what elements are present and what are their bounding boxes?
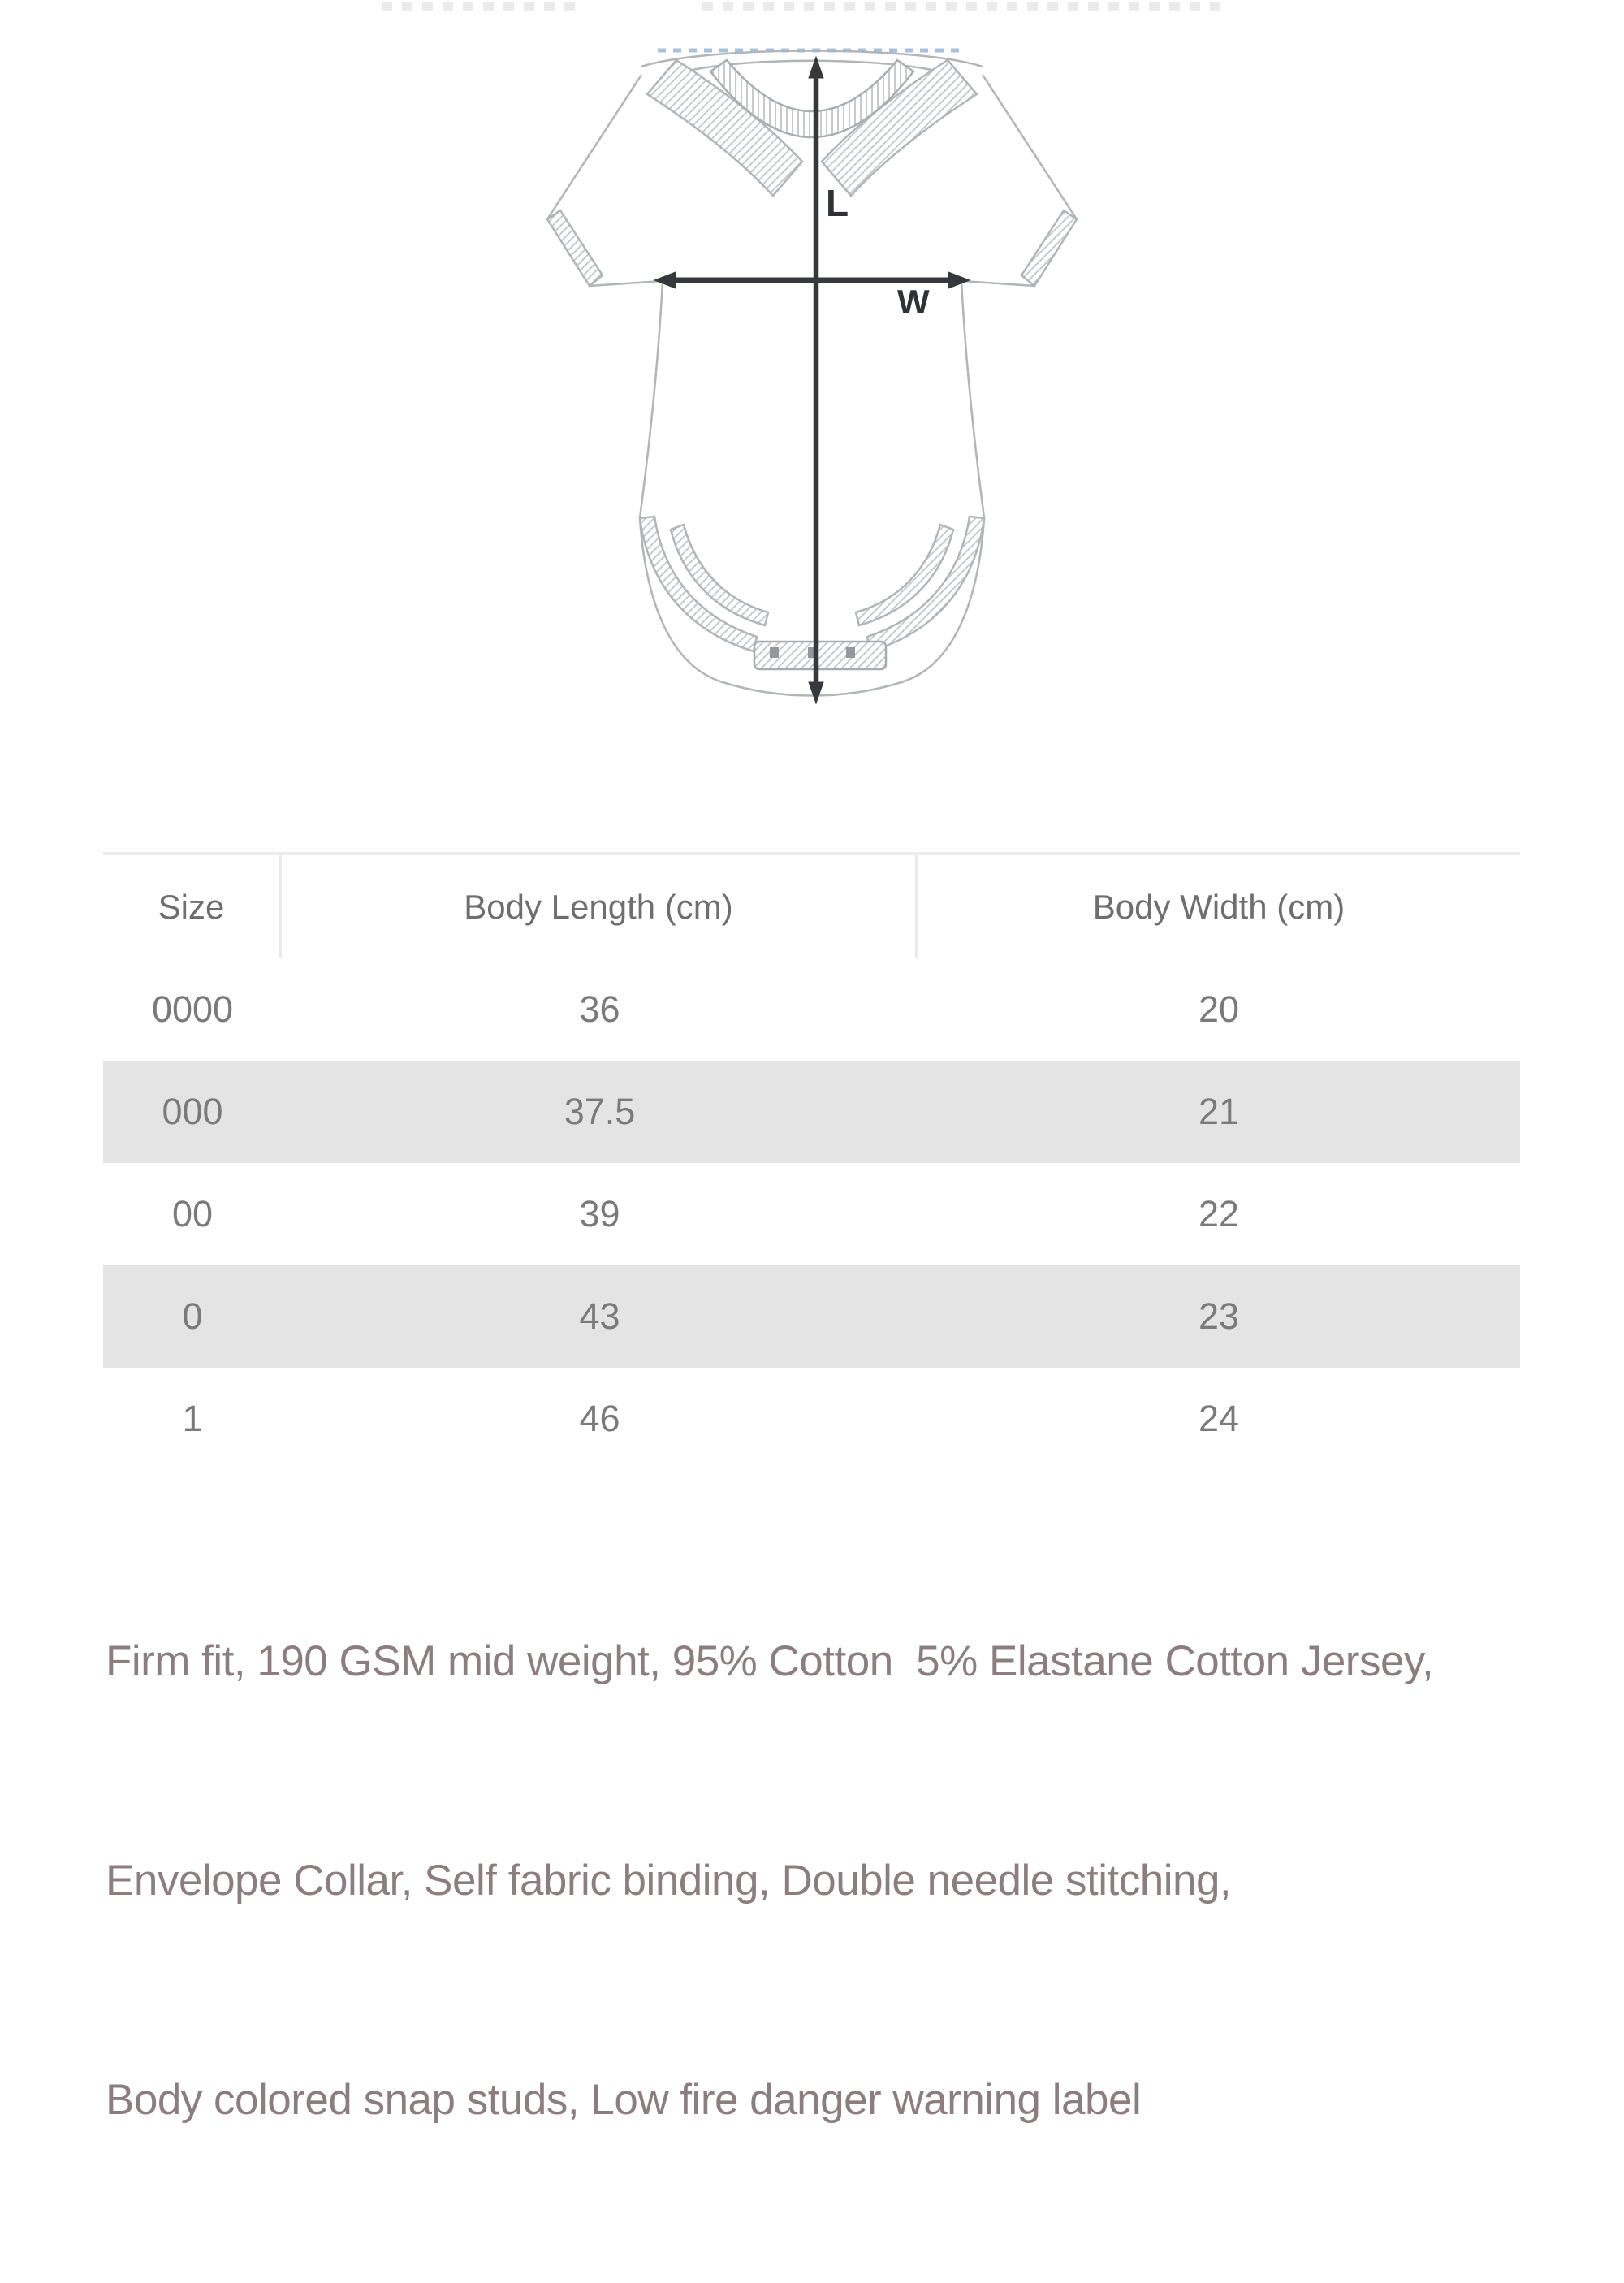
length-arrowhead-bottom [809, 682, 823, 703]
body-width-cell: 21 [1198, 1091, 1240, 1132]
right-body-side [961, 281, 984, 518]
column-header-body-length: Body Length (cm) [282, 855, 918, 958]
width-label: W [897, 283, 930, 321]
table-row [103, 1368, 1520, 1470]
size-cell: 000 [162, 1091, 223, 1132]
cropped-content-artifact [382, 2, 577, 11]
body-width-cell: 23 [1198, 1295, 1240, 1337]
body-length-cell: 39 [579, 1193, 620, 1234]
column-header-size: Size [103, 855, 282, 958]
product-description [106, 1479, 1535, 2283]
width-arrowhead-left [654, 272, 676, 288]
right-sleeve-top-edge [983, 75, 1077, 219]
body-length-cell: 46 [579, 1398, 620, 1439]
table-row [103, 958, 1520, 1061]
description-line: Firm fit, 190 GSM mid weight, 95% Cotton 5% Elastane Cotton Jersey, [106, 1637, 1434, 1685]
table-row [103, 1061, 1520, 1163]
cropped-content-artifact [702, 2, 1226, 11]
back-neck-edge [641, 51, 983, 67]
body-length-cell: 36 [579, 988, 620, 1030]
left-underarm [590, 281, 663, 286]
right-underarm [961, 281, 1034, 286]
left-sleeve-cuff [547, 210, 603, 286]
body-width-cell: 20 [1198, 988, 1240, 1030]
column-header-body-width: Body Width (cm) [1092, 887, 1345, 926]
size-cell: 0000 [151, 988, 234, 1030]
left-body-side [640, 281, 663, 518]
description-line: Body colored snap studs, Low fire danger warning label [106, 2076, 1142, 2124]
left-sleeve-top-edge [547, 75, 641, 219]
body-width-cell: 22 [1198, 1193, 1240, 1234]
right-sleeve-cuff [1021, 210, 1077, 286]
body-length-cell: 43 [579, 1295, 620, 1337]
bodysuit-diagram-svg [512, 32, 1129, 731]
table-header-row [103, 855, 1520, 958]
body-length-cell: 37.5 [564, 1091, 636, 1132]
size-chart-table [103, 852, 1520, 1470]
table-row [103, 1265, 1520, 1368]
description-line: Envelope Collar, Self fabric binding, Double needle stitching, [106, 1857, 1232, 1905]
size-cell: 0 [182, 1295, 203, 1337]
table-row [103, 1163, 1520, 1265]
snap-stud [846, 647, 855, 658]
size-cell: 1 [182, 1398, 203, 1439]
size-cell: 00 [171, 1193, 214, 1234]
body-width-cell: 24 [1198, 1398, 1240, 1439]
width-arrowhead-right [948, 272, 970, 288]
length-label: L [826, 182, 849, 224]
bodysuit-outline [547, 51, 1077, 696]
snap-stud [770, 647, 779, 658]
bodysuit-measurement-diagram [512, 32, 1129, 731]
